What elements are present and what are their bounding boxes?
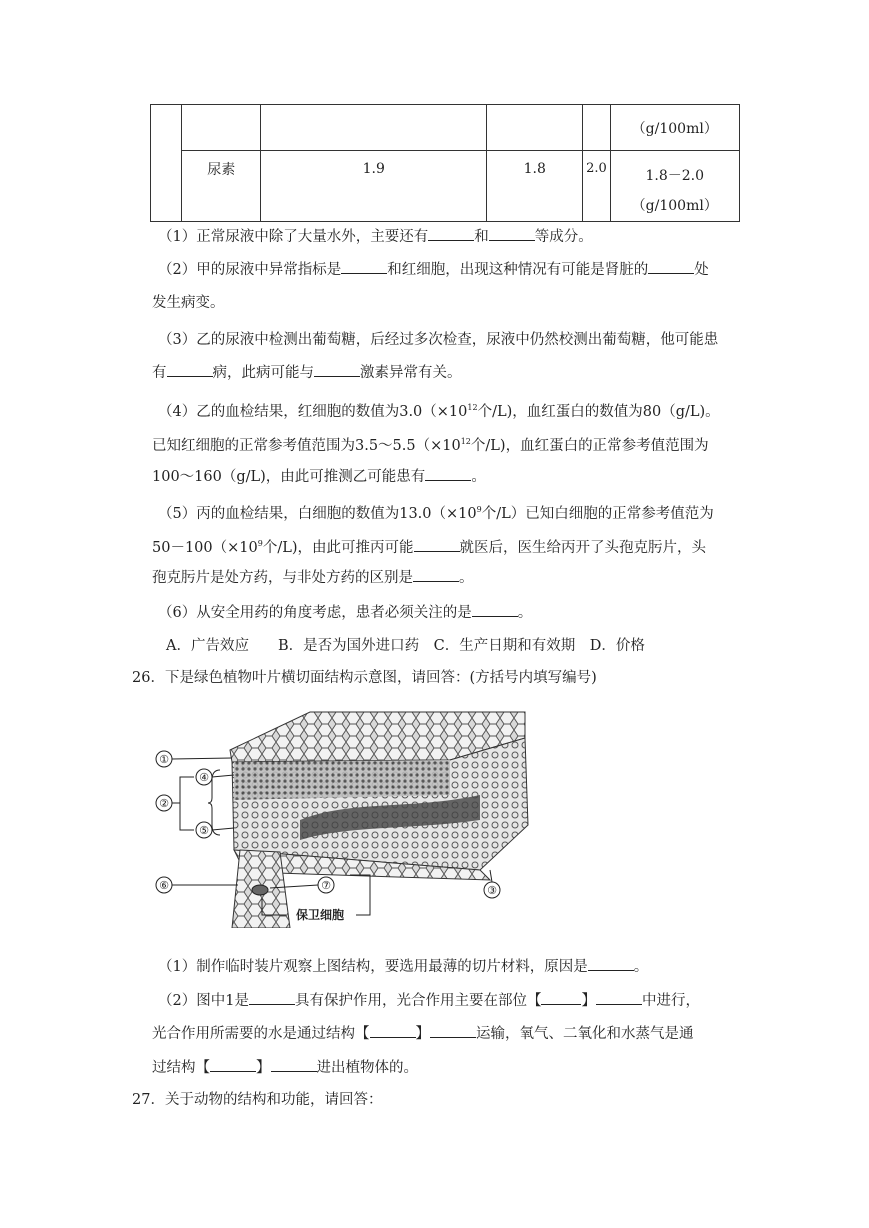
table-cell [182, 105, 261, 151]
table-cell-value: 1.9 [261, 151, 487, 222]
q26-title: 26．下是绿色植物叶片横切面结构示意图，请回答：(方括号内填写编号) [132, 670, 597, 686]
table-group-cell [151, 105, 182, 222]
answer-blank[interactable] [414, 537, 460, 552]
q27-title: 27．关于动物的结构和功能，请回答： [132, 1092, 383, 1108]
guard-cell-label: 保卫细胞 [295, 908, 345, 922]
q25-part5-cont: $50-100(\times 10^9$个/L)，由此可推丙可能 就医后，医生给丙开了头孢克肟片，头 [152, 534, 706, 558]
diagram-label: ⑦ [321, 879, 331, 892]
lab-results-table [150, 104, 740, 222]
q25-part3-cont: 有 病，此病可能与 激素异常有关。 [152, 362, 462, 383]
stoma [252, 885, 268, 895]
table-cell-name: 尿素 [182, 151, 261, 222]
leaf-cross-section-diagram [150, 700, 540, 928]
answer-blank[interactable] [648, 259, 694, 274]
table-cell [583, 105, 610, 151]
q25-part1: （1）正常尿液中除了大量水外，主要还有 和 等成分。 [158, 226, 593, 247]
answer-blank[interactable] [210, 1057, 256, 1072]
answer-blank[interactable] [430, 1023, 476, 1038]
answer-blank[interactable] [413, 567, 459, 582]
q26-part2-cont2: 过结构【 】 进出植物体的。 [152, 1057, 418, 1078]
answer-blank[interactable] [341, 259, 387, 274]
answer-blank[interactable] [249, 990, 295, 1005]
diagram-label: ④ [199, 771, 209, 784]
answer-blank[interactable] [596, 990, 642, 1005]
q25-part4-cont: 已知红细胞的正常参考值范围为$3.5\sim 5.5(\times 10^{12}$个/L)，血红蛋白的正常参考值范围为 [152, 437, 709, 454]
range-unit: （g/100ml） [631, 198, 718, 214]
answer-blank[interactable] [271, 1057, 317, 1072]
table-cell-value: 2.0 [583, 151, 610, 222]
answer-blank[interactable] [425, 466, 471, 481]
answer-blank[interactable] [167, 362, 213, 377]
q25-part5-cont2: 孢克肟片是处方药，与非处方药的区别是 。 [152, 567, 474, 588]
q26-part1: （1）制作临时装片观察上图结构，要选用最薄的切片材料，原因是 。 [158, 956, 648, 977]
table-cell-unit: （g/100ml） [610, 105, 739, 151]
q26-part2: （2）图中1是 具有保护作用，光合作用主要在部位【 】 中进行， [158, 990, 700, 1011]
q25-part2: （2）甲的尿液中异常指标是 和红细胞，出现这种情况有可能是肾脏的 处 [158, 259, 709, 280]
diagram-label: ⑥ [159, 879, 169, 892]
q25-part4: （4）乙的血检结果，红细胞的数值为$3.0(\times 10^{12}$个/L)，血红蛋白的数值为80（g/L)。 [158, 403, 720, 420]
diagram-label: ② [159, 797, 169, 810]
q25-options: A．广告效应 B．是否为国外进口药 C．生产日期和有效期 D．价格 [166, 638, 645, 654]
palisade-layer [234, 760, 450, 800]
table-cell [487, 105, 583, 151]
answer-blank[interactable] [370, 1023, 416, 1038]
table-cell-value: 1.8 [487, 151, 583, 222]
answer-blank[interactable] [314, 362, 360, 377]
q25-part2-cont: 发生病变。 [152, 295, 225, 311]
q25-part5: （5）丙的血检结果，白细胞的数值为$13.0(\times 10^9$个/L）已知白细胞的正常参考值范为 [158, 505, 714, 522]
table-cell [261, 105, 487, 151]
diagram-label: ③ [487, 884, 497, 897]
q25-part4-cont2: 100～160（g/L)，由此可推测乙可能患有 。 [152, 466, 486, 487]
q25-part6: （6）从安全用药的角度考虑，患者必须关注的是 。 [158, 602, 532, 623]
q25-part3: （3）乙的尿液中检测出葡萄糖，后经过多次检查，尿液中仍然校测出葡萄糖，他可能患 [158, 332, 719, 348]
answer-blank[interactable] [489, 226, 535, 241]
q26-part2-cont: 光合作用所需要的水是通过结构【 】 运输，氧气、二氧化和水蒸气是通 [152, 1023, 694, 1044]
answer-blank[interactable] [588, 956, 634, 971]
answer-blank[interactable] [472, 602, 518, 617]
diagram-label: ⑤ [199, 824, 209, 837]
answer-blank[interactable] [428, 226, 474, 241]
diagram-label: ① [159, 753, 169, 766]
range-value: 1.8－2.0 [645, 168, 705, 184]
answer-blank[interactable] [541, 990, 581, 1005]
table-cell-range [610, 151, 739, 222]
